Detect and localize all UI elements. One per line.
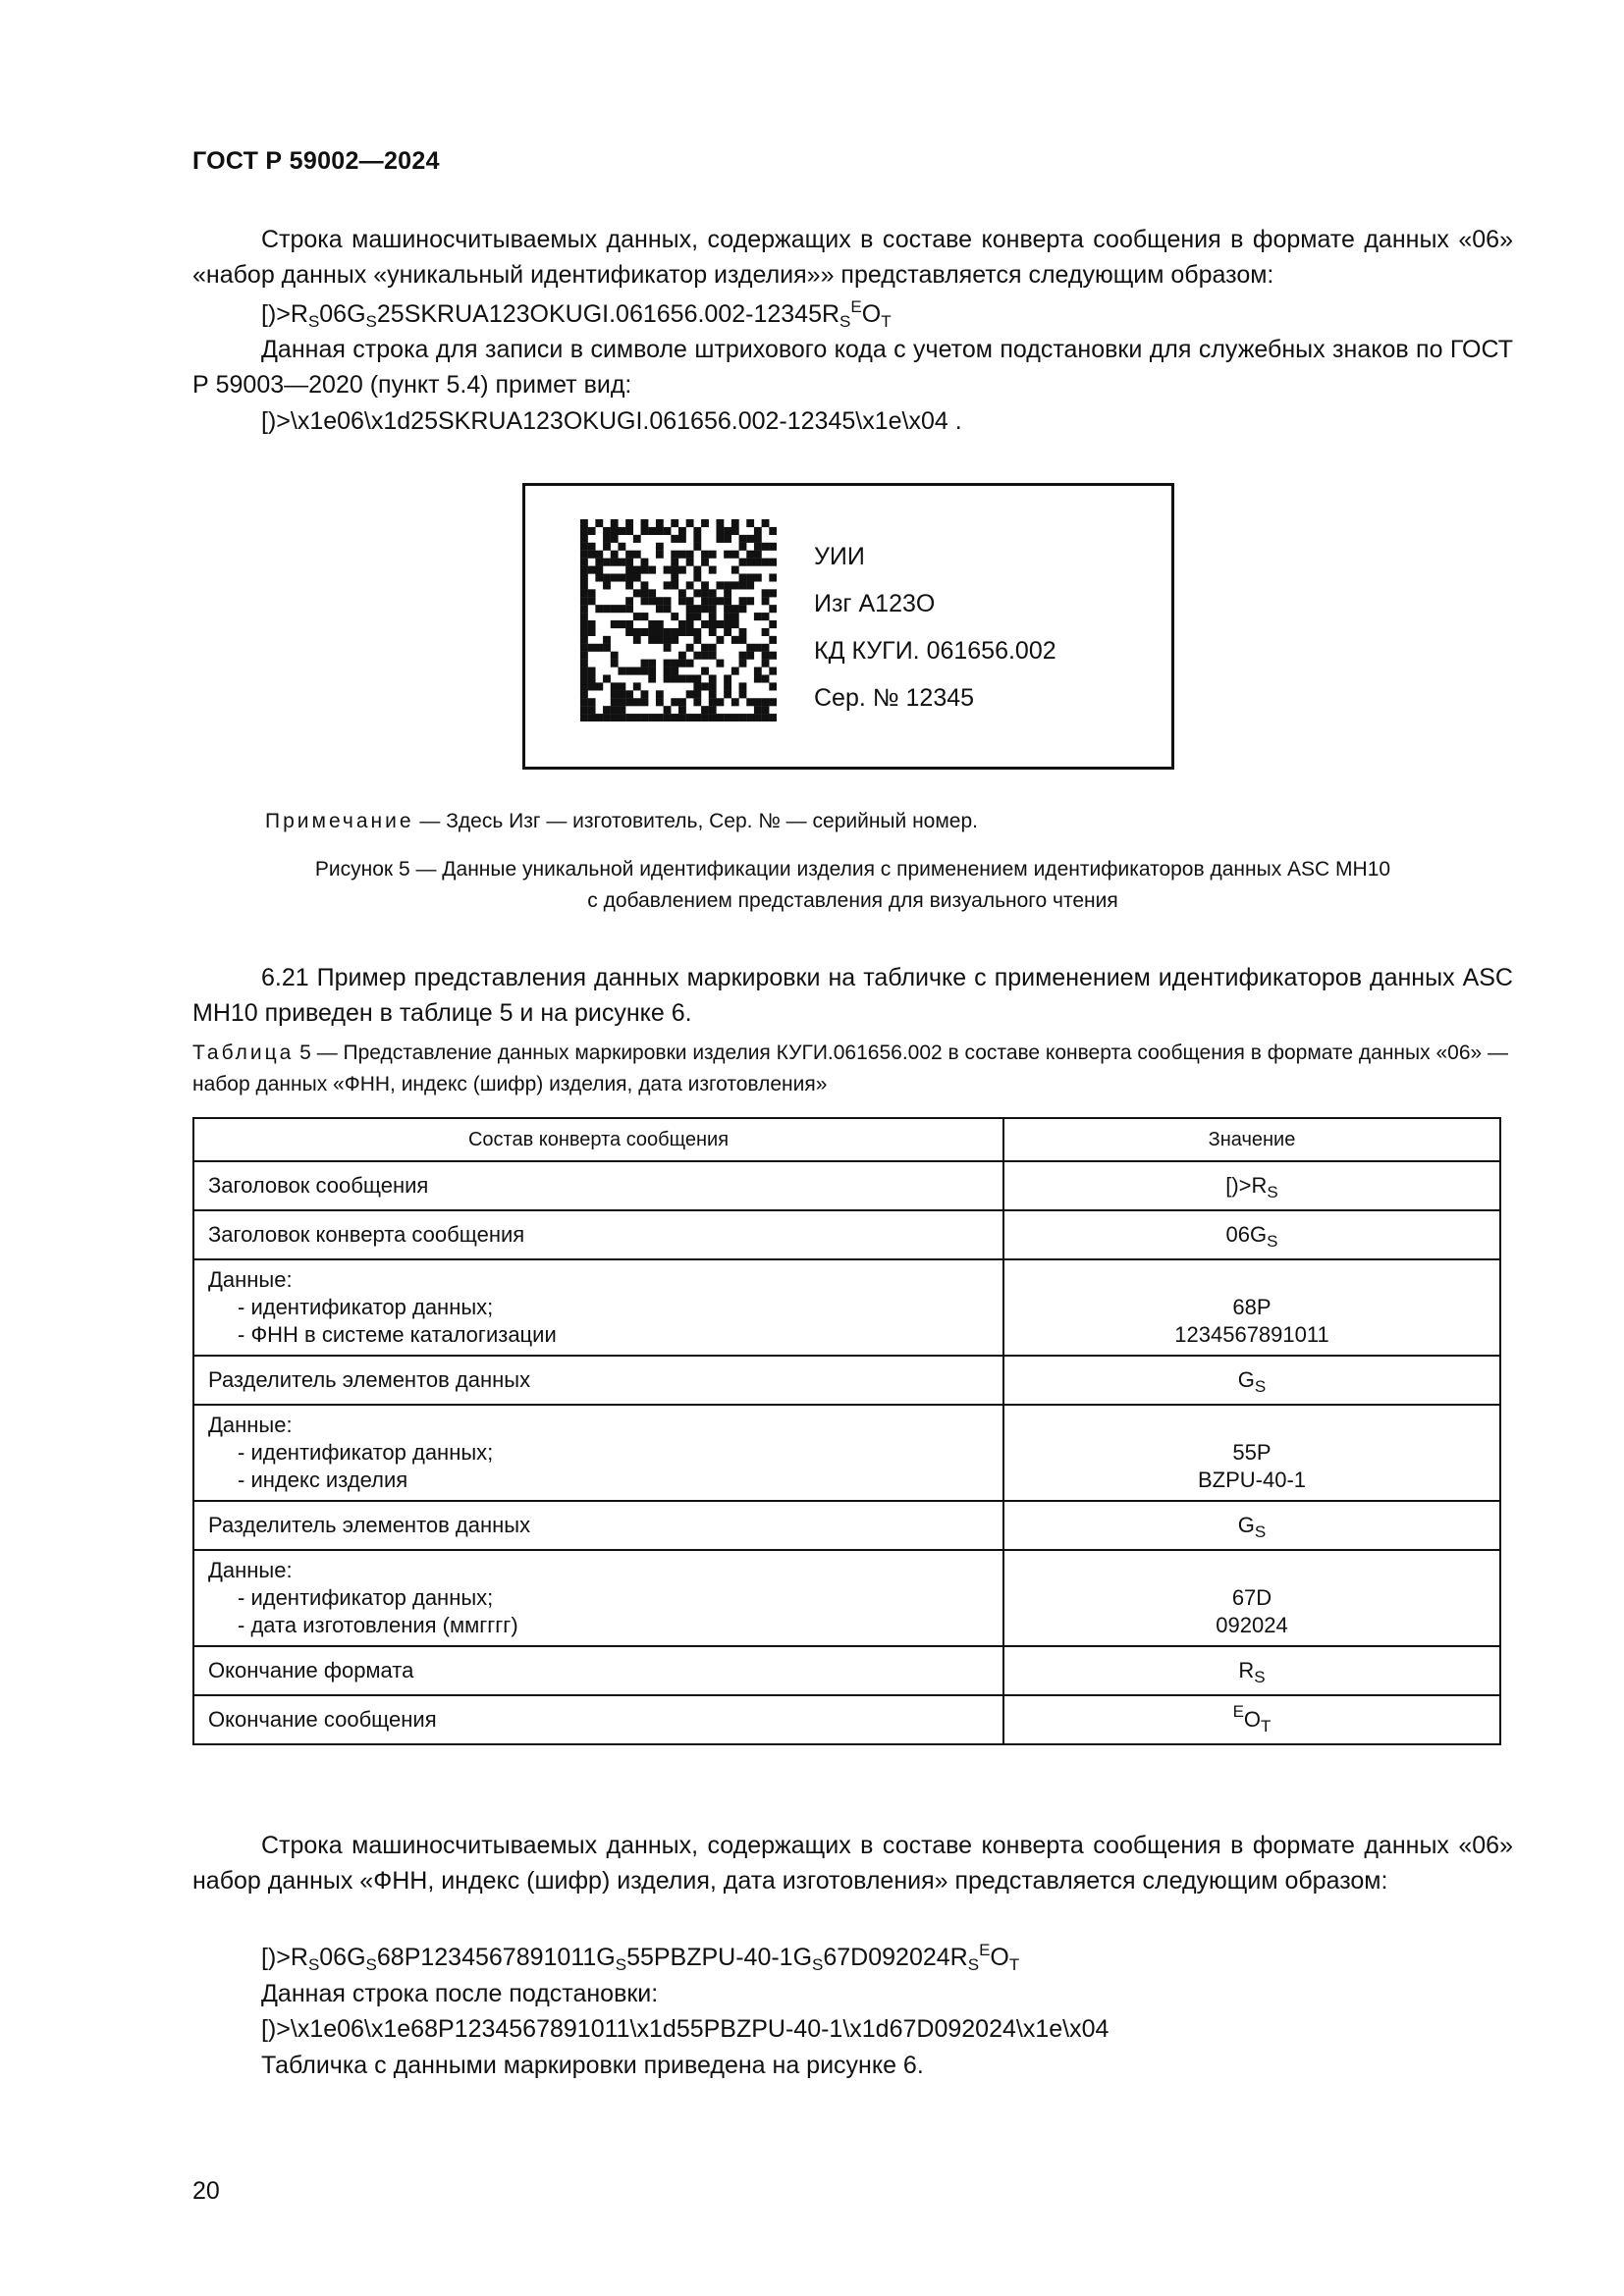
code-line-4: [)>\x1e06\x1e68P1234567891011\x1d55PBZPU-40-1\x1d67D092024\x1e\x04 — [261, 2015, 1110, 2043]
plate-label-uii: УИИ — [814, 543, 865, 570]
intro-paragraph-2: Данная строка для записи в символе штрихового кода с учетом подстановки для служебных знаков по ГОСТ Р 59003—2020 (пункт 5.4) примет вид: — [192, 336, 1513, 399]
intro-paragraph-1: Строка машиносчитываемых данных, содержащих в составе конверта сообщения в формате данных «06» «набор данных «уникальный идентификатор изделия»» представляется следующим образом: — [192, 226, 1513, 289]
plate-label-serial: Сер. № 12345 — [814, 684, 975, 712]
data-matrix-barcode — [580, 519, 777, 721]
table-5 — [192, 1117, 1501, 1745]
code-line-3: $[)>R_S06G_S68P1234567891011G_S55PBZPU-40-1G_S67D092024R_S^EO_T$ — [261, 1941, 1020, 1974]
plate-label-manufacturer: Изг А123О — [814, 590, 936, 617]
table-row: Заголовок конверта сообщения $06G_S$ — [193, 1210, 1500, 1259]
document-header: ГОСТ Р 59002—2024 — [192, 147, 440, 175]
table-row: Данные: - идентификатор данных; - ФНН в системе каталогизации 68P 1234567891011 — [193, 1259, 1500, 1356]
section-6-21: 6.21 Пример представления данных маркировки на табличке с применением идентификаторов данных ASC MH10 приведен в таблице 5 и на рисунке 6. — [192, 964, 1513, 1027]
figure-5-caption: Рисунок 5 — Данные уникальной идентификации изделия с применением идентификаторов данных ASC MH10 с добавлением представления для визуального чтения — [314, 858, 1391, 912]
outro-paragraph-2: Данная строка после подстановки: — [261, 1980, 659, 2007]
table-row: Данные: - идентификатор данных; - дата изготовления (ммгггг) 67D 092024 — [193, 1550, 1500, 1646]
code-line-1: $[)>R_S06G_S25SKRUA123OKUGI.061656.002-12345R_S^EO_T$ — [261, 297, 892, 331]
table-5-caption: Таблица 5 — Представление данных маркировки изделия КУГИ.061656.002 в составе конверта сообщения в формате данных «06» — набор данных «ФНН, индекс (шифр) изделия, дата изготовления» — [192, 1041, 1509, 1095]
plate-label-kd: КД КУГИ. 061656.002 — [814, 637, 1056, 665]
table-row: Разделитель элементов данных $G_S$ — [193, 1501, 1500, 1550]
table-row: Разделитель элементов данных $G_S$ — [193, 1356, 1500, 1405]
table-row: Заголовок сообщения $[)>R_S$ — [193, 1161, 1500, 1210]
figure-5-label-plate — [522, 483, 1174, 770]
table-row: Окончание формата $R_S$ — [193, 1646, 1500, 1695]
table-header-row — [193, 1118, 1500, 1161]
column-header-value: Значение — [1003, 1118, 1500, 1161]
outro-paragraph-1: Строка машиносчитываемых данных, содержащих в составе конверта сообщения в формате данных «06» набор данных «ФНН, индекс (шифр) изделия, дата изготовления» представляется следующим образом: — [192, 1832, 1513, 1895]
figure-5-note: Примечание — Здесь Изг — изготовитель, Сер. № — серийный номер. — [265, 810, 978, 832]
page-number: 20 — [192, 2177, 220, 2205]
code-line-2: [)>\x1e06\x1d25SKRUA123OKUGI.061656.002-12345\x1e\x04 . — [261, 407, 962, 435]
table-row: Данные: - идентификатор данных; - индекс изделия 55P BZPU-40-1 — [193, 1405, 1500, 1501]
table-row: Окончание сообщения $^EO_T$ — [193, 1695, 1500, 1744]
column-header-composition: Состав конверта сообщения — [193, 1118, 1003, 1161]
outro-paragraph-3: Табличка с данными маркировки приведена на рисунке 6. — [261, 2052, 924, 2079]
